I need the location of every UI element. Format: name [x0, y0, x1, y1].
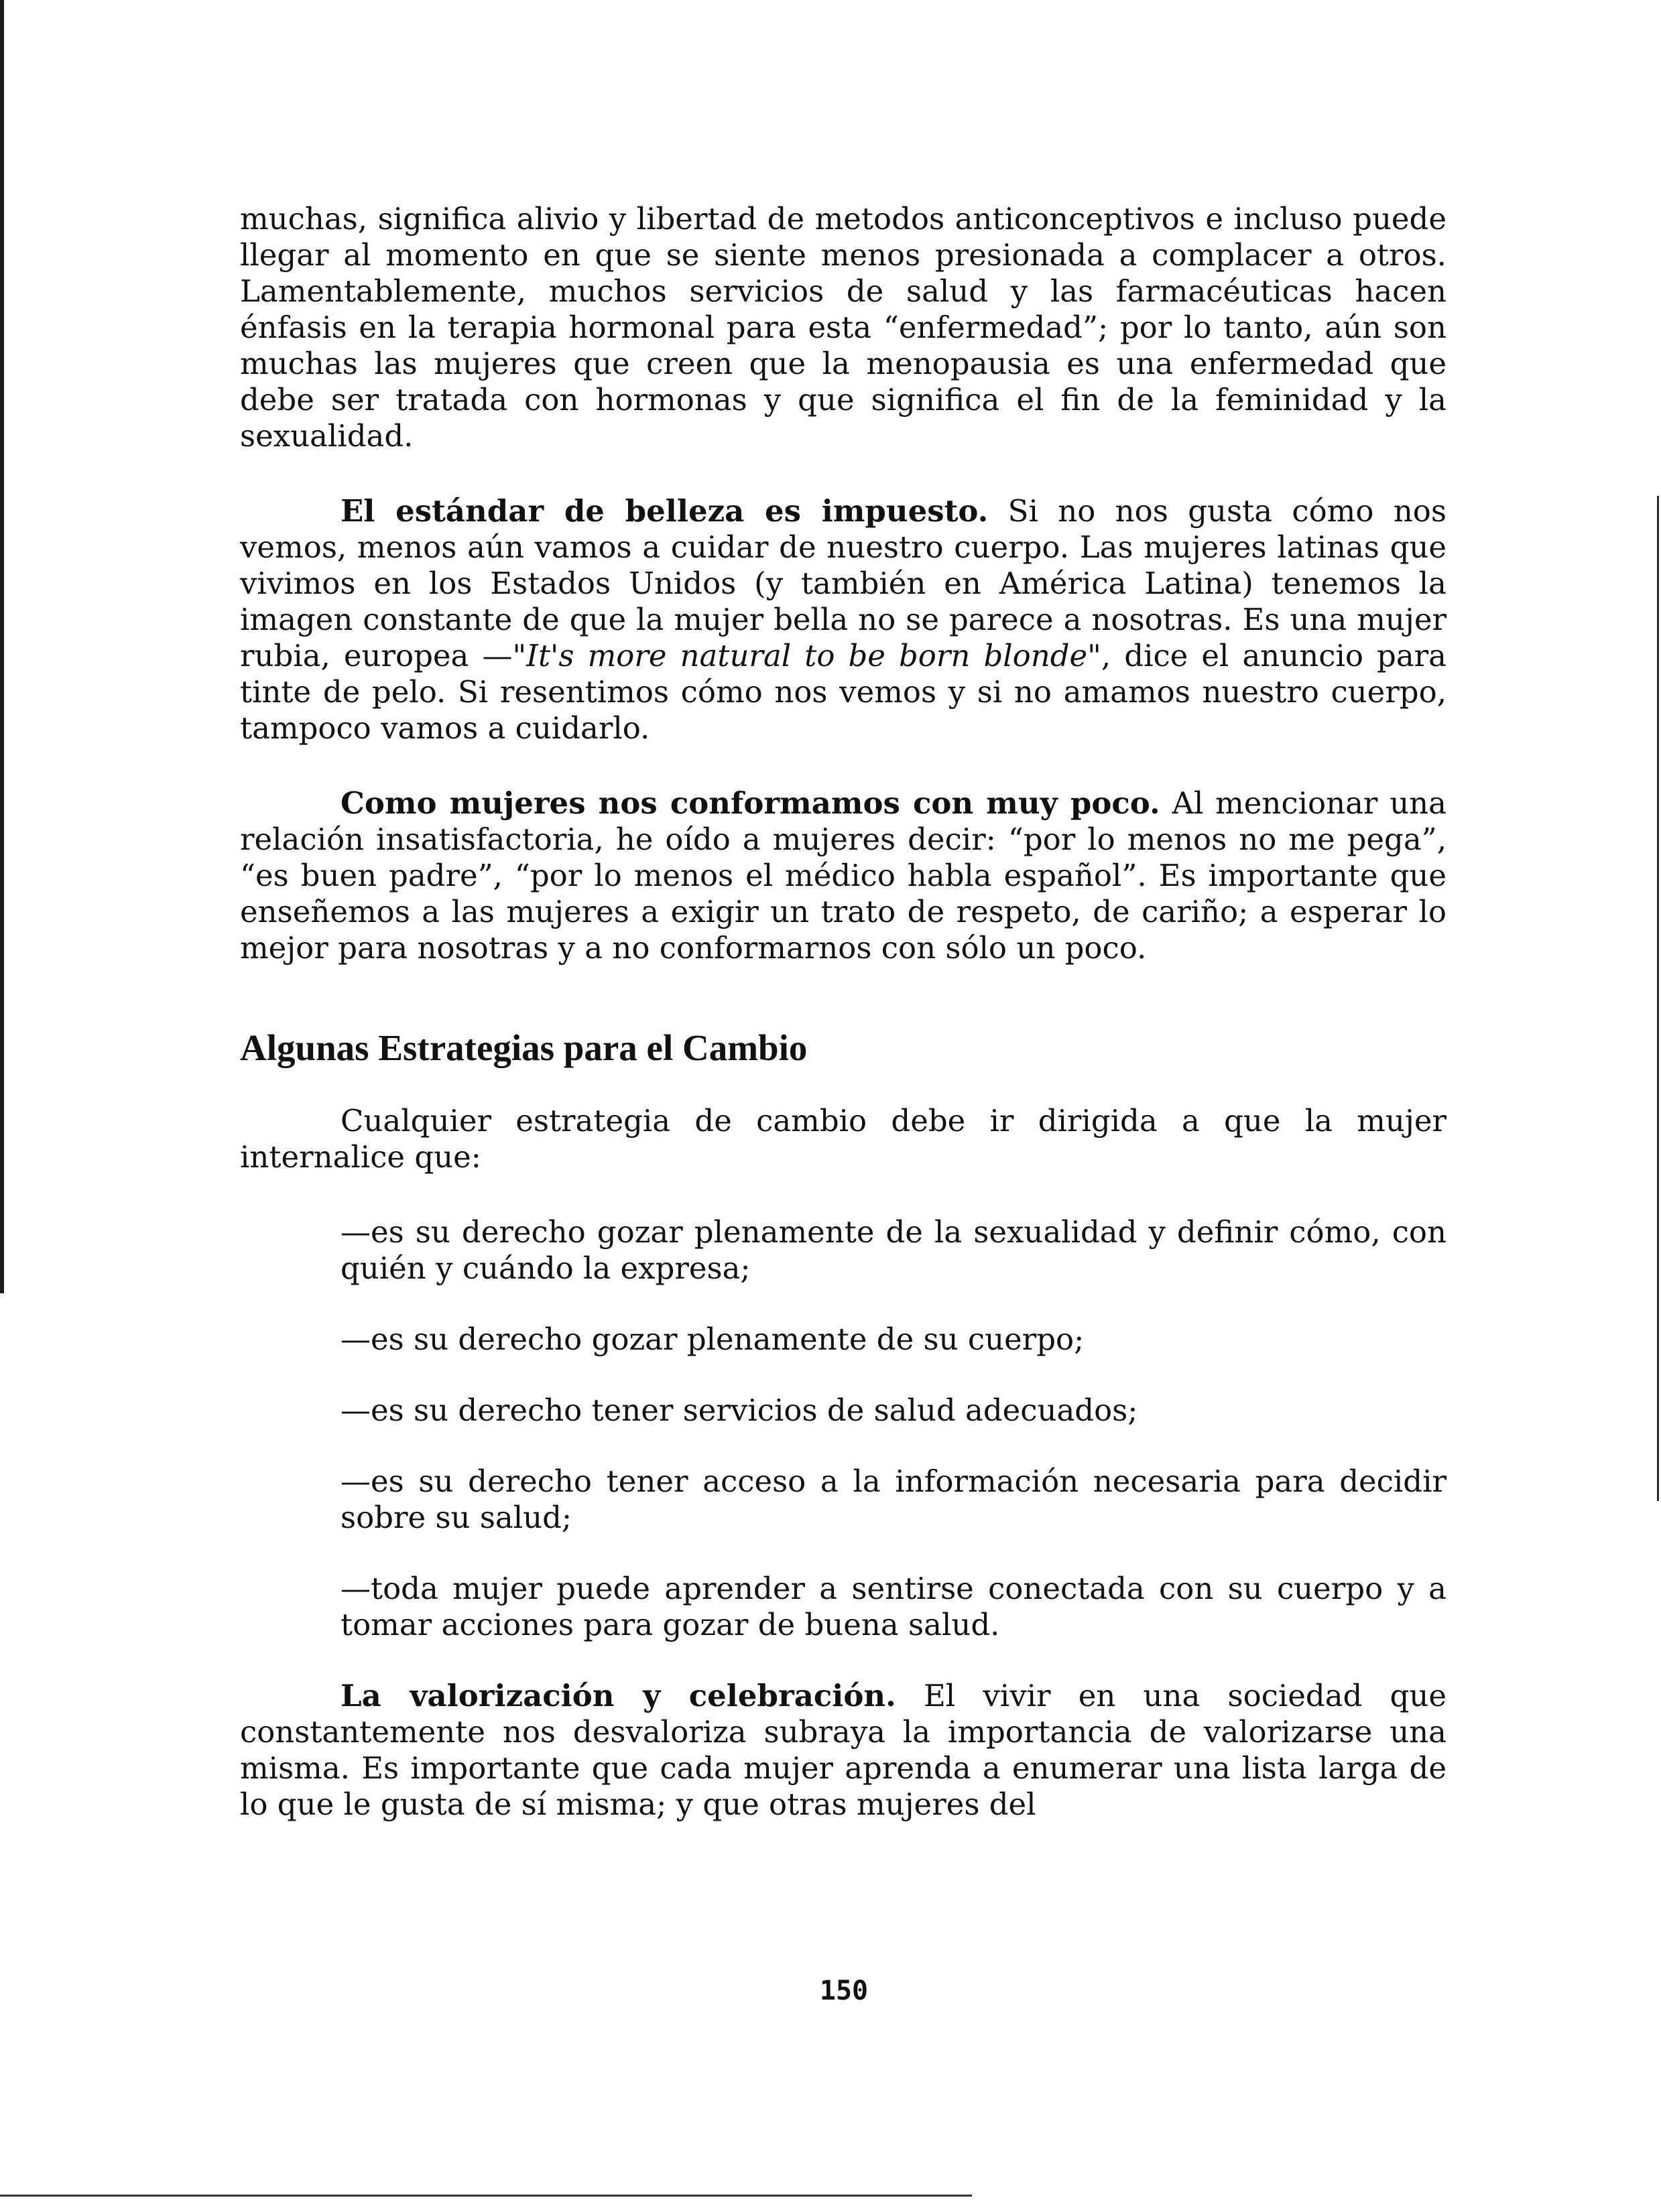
- paragraph-menopausia: [240, 201, 1447, 454]
- paragraph-text: Si no nos gusta cómo nos vemos, menos aún vamos a cuidar de nuestro cuerpo. Las mujeres latinas que vivimos en los Estados Unidos (y también en América Latina) tenemos la imagen constante de que la mujer bella no se parece a nosotras. Es una mujer rubia, europea —: [240, 493, 1447, 673]
- rights-list: [341, 1214, 1447, 1643]
- paragraph-lead: La valorización y celebración.: [341, 1678, 896, 1713]
- list-item: —toda mujer puede aprender a sentirse conectada con su cuerpo y a tomar acciones para gozar de buena salud.: [341, 1571, 1447, 1642]
- list-item: —es su derecho gozar plenamente de su cuerpo;: [341, 1321, 1085, 1357]
- section-heading: Algunas Estrategias para el Cambio: [240, 1027, 808, 1068]
- paragraph-estandar-belleza: [240, 493, 1447, 746]
- paragraph-valorizacion: [240, 1678, 1447, 1823]
- scan-edge-bottom: [0, 2195, 972, 2197]
- ad-quote: "It's more natural to be born blonde": [512, 638, 1101, 673]
- paragraph-text: El vivir en una sociedad que constantemente nos desvaloriza subraya la importancia de valorizarse una misma. Es importante que cada mujer aprenda a enumerar una lista larga de lo que le gusta de sí misma; y que otras mujeres del: [240, 1678, 1447, 1822]
- paragraph-text-after: , dice el anuncio para tinte de pelo. Si resentimos cómo nos vemos y si no amamos nuestro cuerpo, tampoco vamos a cuidarlo.: [240, 638, 1447, 746]
- paragraph-text: Al mencionar una relación insatisfactoria, he oído a mujeres decir: “por lo menos no me pega”, “es buen padre”, “por lo menos el médico habla español”. Es importante que enseñemos a las mujeres a exigir un trato de respeto, de cariño; a esperar lo mejor para nosotras y a no conformarnos con sólo un poco.: [240, 785, 1447, 966]
- paragraph-lead: Como mujeres nos conformamos con muy poco.: [341, 785, 1160, 821]
- paragraph-text: muchas, significa alivio y libertad de metodos anticonceptivos e incluso puede llegar al momento en que se siente menos presionada a complacer a otros. Lamentablemente, muchos servicios de salud y las farmacéuticas hacen énfasis en la terapia hormonal para esta “enfermedad”; por lo tanto, aún son muchas las mujeres que creen que la menopausia es una enfermedad que debe ser tratada con hormonas y que significa el fin de la feminidad y la sexualidad.: [240, 201, 1447, 454]
- page-number: 150: [819, 1975, 869, 2006]
- paragraph-text: Cualquier estrategia de cambio debe ir dirigida a que la mujer internalice que:: [240, 1103, 1447, 1175]
- list-item: —es su derecho tener servicios de salud adecuados;: [341, 1392, 1138, 1428]
- scan-edge-right: [1657, 496, 1659, 1501]
- scan-edge-left: [0, 0, 4, 1293]
- paragraph-lead: El estándar de belleza es impuesto.: [341, 493, 989, 529]
- list-item: —es su derecho gozar plenamente de la sexualidad y definir cómo, con quién y cuándo la expresa;: [341, 1214, 1447, 1286]
- paragraph-conformamos: [240, 785, 1447, 966]
- paragraph-intro: [240, 1103, 1447, 1175]
- page-content: [240, 201, 1447, 1862]
- list-item: —es su derecho tener acceso a la información necesaria para decidir sobre su salud;: [341, 1463, 1447, 1535]
